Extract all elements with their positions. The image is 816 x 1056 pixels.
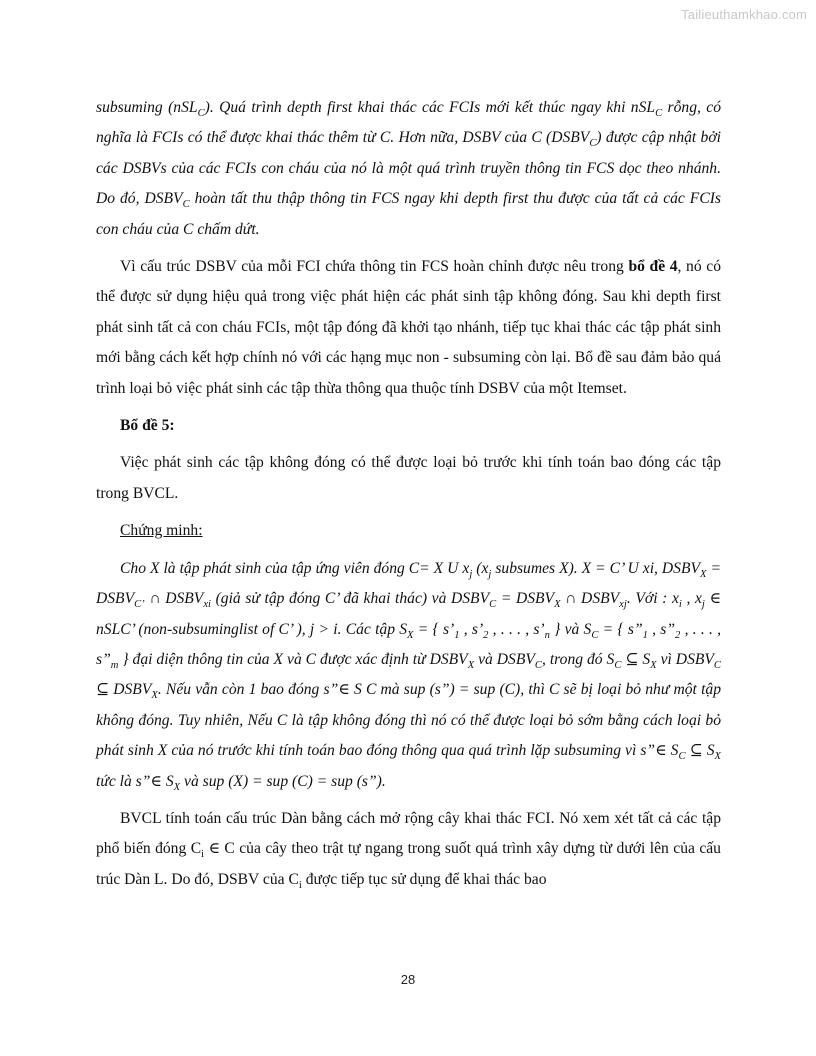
page-number: 28 [400, 972, 416, 987]
paragraph-3: Việc phát sinh các tập không đóng có thể được loại bỏ trước khi tính toán bao đóng các tập trong BVCL. [96, 454, 721, 502]
paragraph-1: subsuming (nSL$_C$). Quá trình depth first khai thác các FCIs mới kết thúc ngay khi nSL$_C$ rỗng, có nghĩa là FCIs có thể được khai thác thêm từ C. Hơn nữa, DSBV của C $(DSBV_C)$ được cập nhật bởi các DSBVs của các FCIs con cháu của nó là một quá trình truyền thông tin FCS dọc theo nhánh. Do đó, $DSBV_C$ hoàn tất thu thập thông tin FCS ngay khi depth first thu được của tất cả các FCIs con cháu của C chấm dứt. [96, 99, 722, 238]
paragraph-4: BVCL tính toán cấu trúc Dàn bằng cách mở rộng cây khai thác FCI. Nó xem xét tất cả các tập phổ biến đóng $C_i$ ∈ C của cây theo trật tự ngang trong suốt quá trình xây dựng từ dưới lên của cấu trúc Dàn L. Do đó, DSBV của $C_i$ được tiếp tục sử dụng để khai thác bao [96, 809, 721, 891]
watermark: Tailieuthamkhao.com [681, 7, 807, 22]
document-body [96, 93, 721, 902]
proof-title-wrap [96, 516, 721, 546]
lemma-4-reference: bổ đề 4 [628, 258, 678, 276]
lemma-5-title: Bổ đề 5: [120, 417, 175, 435]
paragraph-2: Vì cấu trúc DSBV của mỗi FCI chứa thông tin FCS hoàn chỉnh được nêu trong bổ đề 4, nó có thể được sử dụng hiệu quả trong việc phát hiện các phát sinh tập không đóng. Sau khi depth first phát sinh tất cả con cháu FCIs, một tập đóng đã khởi tạo nhánh, tiếp tục khai thác các tập phát sinh mới bằng cách kết hợp chính nó với các hạng mục non - subsuming còn lại. Bổ đề sau đảm bảo quá trình loại bỏ việc phát sinh các tập thừa thông qua thuộc tính DSBV của một Itemset. [96, 258, 721, 397]
proof-title: Chứng minh: [120, 522, 203, 540]
proof-paragraph: Cho X là tập phát sinh của tập ứng viên đóng C= X U $x_j$ ($x_j$ subsumes X). X = C’ U xi, $DSBV_X$ = $DSBV_{C’}$ ∩ $DSBV_{xi}$ (giả sử tập đóng C’ đã khai thác) và $DSBV_C$ = $DSBV_X$ ∩ $DSBV_{xj}$. Với : $x_i$ , $x_j$ ∈ nSLC’ (non-subsuminglist of C’ ), j > i. Các tập $S_X$ = { $s’_1$ , $s’_2$ , . . . , $s’_n$ } và $S_C$ = { $s”_1$ , $s”_2$ , . . . , $s”_m$ } đại diện thông tin của X và C được xác định từ $DSBV_X$ và $DSBV_C$, trong đó $S_C$ ⊆ $S_X$ vì $DSBV_C$ ⊆ $DSBV_X$. Nếu vẫn còn 1 bao đóng s”∈ S C mà sup (s”) = sup (C), thì C sẽ bị loại bỏ như một tập không đóng. Tuy nhiên, Nếu C là tập không đóng thì nó có thể được loại bỏ sớm bằng cách loại bỏ phát sinh X của nó trước khi tính toán bao đóng thông qua quá trình lặp subsuming vì s”∈ $S_C$ ⊆ $S_X$ tức là s”∈ $S_X$ và sup (X) = sup (C) = sup (s”). [96, 559, 722, 793]
